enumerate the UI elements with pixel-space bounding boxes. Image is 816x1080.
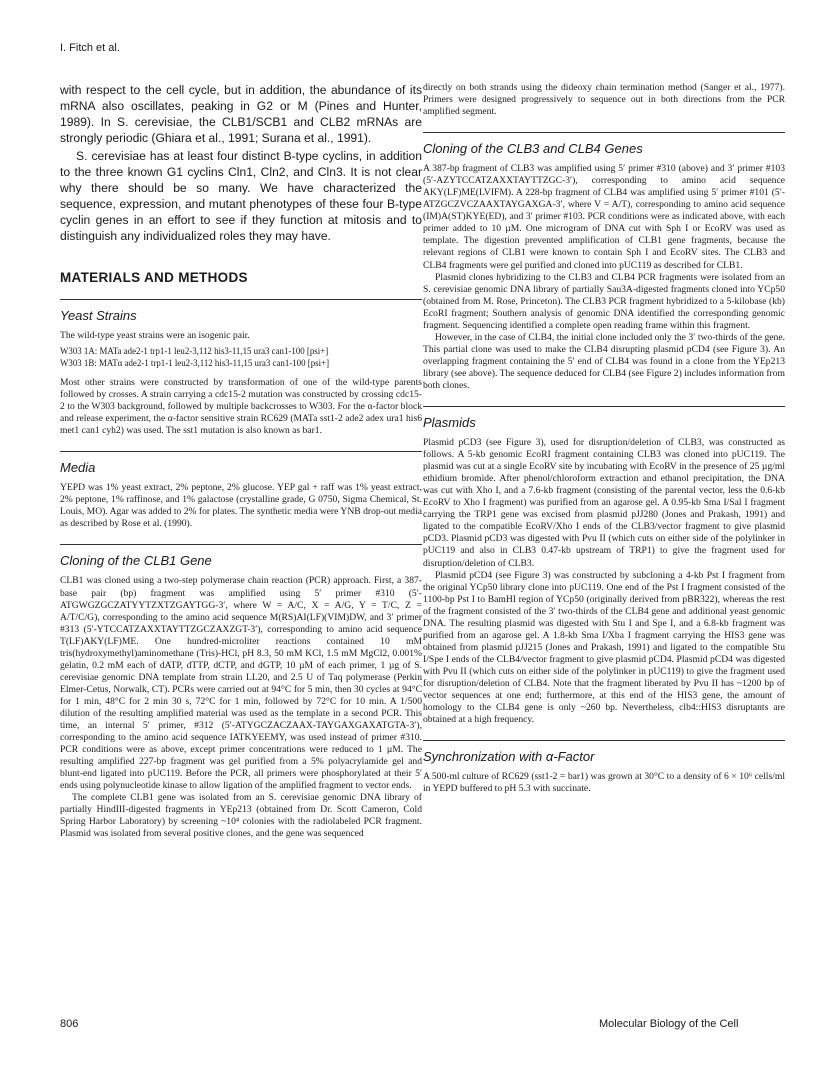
clb1-paragraph-1: CLB1 was cloned using a two-step polymerase chain reaction (PCR) approach. First, a 387-base pair (bp) fragment was amplified using 5′ primer #310 (5′-ATGWGZGCZATYYTZXTZGAYTGG-3′, where W = A/C, X = A/G, Y = T/C, Z = A/T/C/G), corresponding to the amino acid sequence M(RS)AI(LF)(VIM)DW, and 3′ primer #313 (5′-YTCCATZAXXTAYTTZGCZAXZGT-3′), corresponding to amino acid sequence T(LF)AKY(LF)ME. One hundred-microliter reactions contained 10 mM tris(hydroxymethyl)aminomethane (Tris)-HCl, pH 8.3, 50 mM KCl, 1.5 mM MgCl2, 0.001% gelatin, 0.2 mM each of dATP, dTTP, dCTP, and dGTP, 10 µM of each primer, 1 µg of S. cerevisiae genomic DNA template from strain LL20, and 2.5 U of Taq polymerase (Perkin Elmer-Cetus, Norwalk, CT). PCRs were carried out at 94°C for 5 min, then 30 cycles at 94°C for 1 min, 48°C for 2 min 30 s, 72°C for 1 min, followed by 72°C for 10 min. A 1/500 dilution of the resulting amplified material was used as the template in a second PCR. This time, an internal 5′ primer, #312 (5′-ATYGCZACZAAX-TAYGAXGAXATGTA-3′), corresponding to the amino acid sequence IATKYEEMY, was used instead of primer #310. PCR conditions were as above, except primer concentrations were reduced to 1 µM. The resulting amplified 227-bp fragment was gel purified from a 5% polyacrylamide gel and blunt-end ligated into pUC119. Before the PCR, all primers were phosphorylated at their 5′ ends using polynucleotide kinase to allow ligation of the amplified fragment to vector ends. — [60, 575, 422, 792]
intro-paragraph-1: with respect to the cell cycle, but in addition, the abundance of its mRNA also oscillates, peaking in G2 or M (Pines and Hunter, 1989). In S. cerevisiae, the CLB1/SCB1 and CLB2 mRNAs are strongly periodic (Ghiara et al., 1991; Surana et al., 1991). — [60, 83, 422, 145]
clb34-paragraph-3: However, in the case of CLB4, the initial clone included only the 3′ two-thirds of the gene. This partial clone was used to make the CLB4 disrupting plasmid pCD4 (see Figure 3). An overlapping fragment containing the 5′ end of CLB4 was found in a clone from the YEp213 library (see above). The sequence deduced for CLB4 (see Figure 2) includes information from both clones. — [423, 331, 785, 391]
strain-w303-1b: W303 1B: MATα ade2-1 trp1-1 leu2-3,112 his3-11,15 ura3 can1-100 [psi+] — [60, 357, 330, 368]
plasmids-heading: Plasmids — [423, 415, 476, 431]
right-column — [423, 82, 785, 795]
left-column — [60, 82, 422, 841]
section-rule — [60, 299, 422, 300]
plasmids-paragraph-1: Plasmid pCD3 (see Figure 3), used for disruption/deletion of CLB3, was constructed as follows. A 5-kb genomic EcoRI fragment containing CLB3 was cloned into pUC119. The plasmid was cut at a single EcoRV site by incubating with EcoRV in the presence of 25 µg/ml ethidium bromide. After phenol/chloroform extraction and ethanol precipitation, the DNA was cut with Xho I, and a 7.6-kb fragment (consisting of the parental vector, less the 0.6-kb EcoRV to Xho I fragment) was purified from an agarose gel. A 0.95-kb Sma I/Sal I fragment carrying the TRP1 gene was excised from plasmid pJJ280 (Jones and Prakash, 1991) and ligated to the compatible EcoRV/Xho I ends of the CLB3/vector fragment to give plasmid pCD3. Plasmid pCD3 was digested with Pvu II (which cuts on either side of the polylinker in pUC119 and also in CLB3 0.47-kb upstream of TRP1) to give the fragment used for disruption/deletion of CLB3. — [423, 437, 785, 569]
clb34-heading: Cloning of the CLB3 and CLB4 Genes — [423, 141, 643, 157]
clb34-paragraph-1: A 387-bp fragment of CLB3 was amplified using 5′ primer #310 (above) and 3′ primer #103 (5′-AZYTCCATZAXXTAYTTZGC-3′), corresponding to amino acid sequence AKY(LF)ME(LVIFM). A 228-bp fragment of CLB4 was amplified using 5′ primer #101 (5′-ATZGCZVCZAAXTAYGAXGA-3′, where V = A/T), corresponding to amino acid sequence (IM)A(ST)KYE(ED), and 3′ primer #103. PCR conditions were as indicated above, with each primer added to 10 µM. One microgram of DNA cut with Sph I or EcoRV was used as template. The digestion prevented amplification of CLB1 gene fragments, because the relevant regions of CLB1 were known to contain Sph I and EcoRV sites. The CLB3 and CLB4 fragments were gel purified and cloned into pUC119 as described for CLB1. — [423, 163, 785, 271]
section-rule — [60, 451, 422, 452]
intro-paragraph-2: S. cerevisiae has at least four distinct B-type cyclins, in addition to the three known G1 cyclins Cln1, Cln2, and Cln3. It is not clear why there should be so many. We have characterized the sequence, expression, and mutant phenotypes of these four B-type cyclin genes in an effort to see if they function at mitosis and to distinguish any individualized roles they may have. — [60, 149, 422, 243]
running-head: I. Fitch et al. — [60, 42, 120, 54]
section-rule — [423, 406, 785, 407]
clb34-paragraph-2: Plasmid clones hybridizing to the CLB3 and CLB4 PCR fragments were isolated from an S. cerevisiae genomic DNA library of partially Sau3A-digested fragments cloned into YCp50 (obtained from M. Rose, Princeton). The CLB3 PCR fragment hybridized to a 5-kilobase (kb) EcoRI fragment; Southern analysis of genomic DNA identified the corresponding genomic fragment. Sequencing identified a complete open reading frame within this fragment. — [423, 271, 785, 331]
methods-heading: MATERIALS AND METHODS — [60, 270, 248, 285]
yeast-strains-text: Most other strains were constructed by transformation of one of the wild-type parents followed by crosses. A strain carrying a cdc15-2 mutation was constructed by crossing cdc15-2 to the W303 background, followed by multiple backcrosses to W303. For the α-factor block and release experiment, the α-factor sensitive strain RC629 (MATa sst1-2 ade2 adex ura1 his6 met1 can1 cyh2) was used. The sst1 mutation is also known as bar1. — [60, 377, 422, 437]
strain-w303-1a: W303 1A: MATa ade2-1 trp1-1 leu2-3,112 his3-11,15 ura3 can1-100 [psi+] — [60, 346, 329, 357]
media-heading: Media — [60, 460, 96, 476]
section-rule — [60, 544, 422, 545]
journal-name: Molecular Biology of the Cell — [599, 1018, 739, 1030]
yeast-strains-heading: Yeast Strains — [60, 308, 137, 323]
sequencing-continuation: directly on both strands using the dideoxy chain termination method (Sanger et al., 1977). Primers were designed progressively to sequence out in both directions from the PCR amplified segment. — [423, 82, 785, 118]
strain-list — [60, 346, 422, 369]
sync-paragraph-1: A 500-ml culture of RC629 (sst1-2 = bar1) was grown at 30°C to a density of 6 × 10⁶ cells/ml in YEPD buffered to pH 5.3 with succinate. — [423, 771, 785, 795]
clb1-paragraph-2: The complete CLB1 gene was isolated from an S. cerevisiae genomic DNA library of partially HindIII-digested fragments in YEp213 (obtained from Dr. Scott Cameron, Cold Spring Harbor Laboratory) by screening ~10⁴ colonies with the radiolabeled PCR fragment. Plasmid was isolated from several positive clones, and the gene was sequenced — [60, 792, 422, 840]
media-text: YEPD was 1% yeast extract, 2% peptone, 2% glucose. YEP gal + raff was 1% yeast extract, 2% peptone, 1% raffinose, and 1% galactose (crystalline grade, G 0750, Sigma Chemical, St. Louis, MO). Agar was added to 2% for plates. The synthetic media were YNB drop-out media as described by Rose et al. (1990). — [60, 482, 422, 530]
yeast-strains-intro: The wild-type yeast strains were an isogenic pair. — [60, 330, 250, 341]
plasmids-paragraph-2: Plasmid pCD4 (see Figure 3) was constructed by subcloning a 4-kb Pst I fragment from the original YCp50 library clone into pUC119. One end of the Pst I fragment consisted of the 1100-bp Pst I to BamHI region of YCp50 (originally derived from pBR322), whereas the rest of the fragment consisted of the 3′ two-thirds of the CLB4 gene and additional yeast genomic DNA. The resulting plasmid was digested with Stu I and Spe I, and a 6.8-kb fragment was purified from an agarose gel. A 1.8-kb Sma I/Xba I fragment carrying the HIS3 gene was obtained from plasmid pJJ215 (Jones and Prakash, 1991) and ligated to the compatible Stu I/Spe I ends of the CLB4/vector fragment to give plasmid pCD4. Plasmid pCD4 was digested with Pvu II (which cuts on either side of the polylinker in pUC119) to give the fragment used for disruption/deletion of CLB4. Note that the fragment liberated by Pvu II has ~1200 bp of vector sequences at one end; furthermore, at this end of the HIS3 gene, the amount of homology to the CLB4 gene is only ~260 bp. Nevertheless, clb4::HIS3 disruptants are obtained at a high frequency. — [423, 569, 785, 726]
page-number: 806 — [60, 1018, 79, 1030]
section-rule — [423, 740, 785, 741]
sync-heading: Synchronization with α-Factor — [423, 749, 595, 765]
clb1-heading: Cloning of the CLB1 Gene — [60, 553, 212, 569]
section-rule — [423, 132, 785, 133]
